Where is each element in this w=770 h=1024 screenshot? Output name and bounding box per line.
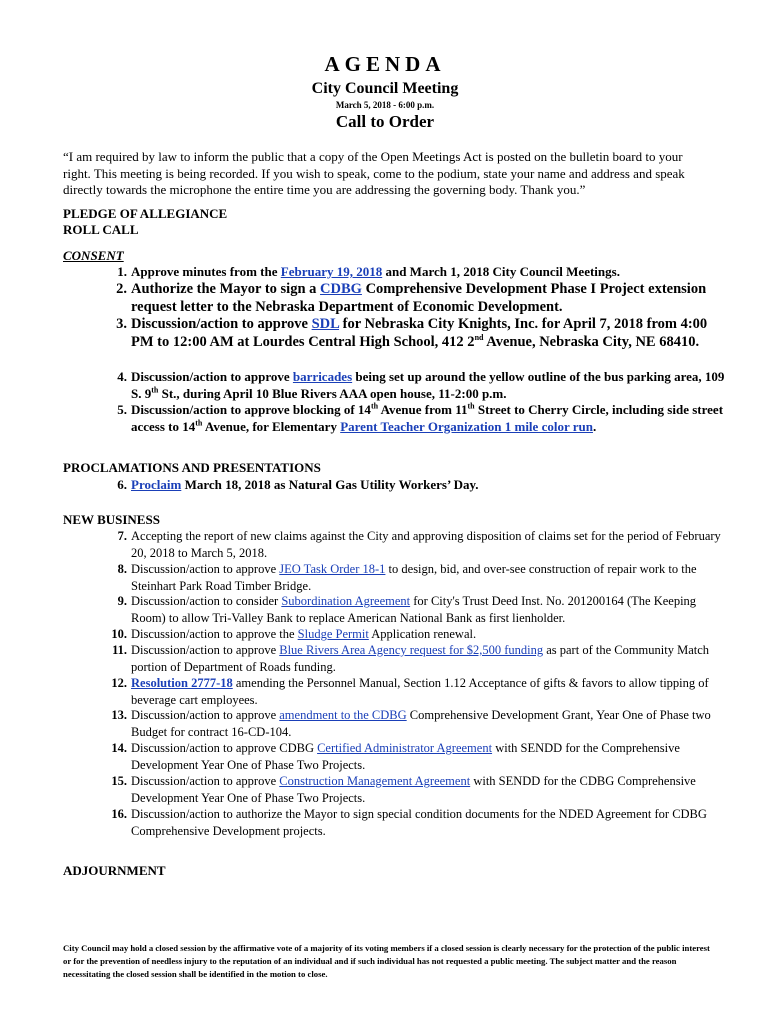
item-text: Discussion/action to approve the bbox=[131, 627, 298, 641]
cdbg-amendment-link[interactable]: amendment to the CDBG bbox=[279, 708, 407, 722]
blue-rivers-funding-link[interactable]: Blue Rivers Area Agency request for $2,500 funding bbox=[279, 643, 544, 657]
cdbg-link[interactable]: CDBG bbox=[320, 281, 362, 297]
agenda-item-10 bbox=[105, 626, 725, 643]
item-number: 10. bbox=[111, 627, 127, 641]
ordinal-suffix: th bbox=[467, 401, 475, 411]
agenda-item-11 bbox=[105, 642, 725, 675]
item-number: 16. bbox=[111, 807, 127, 821]
ordinal-suffix: th bbox=[195, 418, 203, 428]
item-text: to design, bid, and over-see construction of repair work to the Steinhart Park Road Timber Bridge. bbox=[131, 562, 697, 593]
subordination-agreement-link[interactable]: Subordination Agreement bbox=[281, 594, 411, 608]
item-text: Discussion/action to approve bbox=[131, 708, 280, 722]
item-text: Discussion/action to approve CDBG bbox=[131, 741, 318, 755]
certified-administrator-link[interactable]: Certified Administrator Agreement bbox=[317, 741, 493, 755]
sdl-link[interactable]: SDL bbox=[311, 316, 340, 332]
item-text: . bbox=[592, 418, 597, 434]
meeting-name: City Council Meeting bbox=[311, 80, 459, 97]
pledge-heading: PLEDGE OF ALLEGIANCE bbox=[63, 206, 228, 221]
item-number: 3. bbox=[116, 316, 127, 332]
item-text: Discussion/action to approve bbox=[131, 369, 293, 384]
consent-heading: CONSENT bbox=[63, 248, 124, 263]
item-number: 2. bbox=[116, 281, 127, 297]
agenda-item-4 bbox=[105, 369, 725, 402]
item-text: for City's Trust Deed Inst. No. 201200164 (The Keeping Room) to allow Tri-Valley Bank to replace American National Bank as first lienholder. bbox=[131, 594, 697, 625]
item-text: Comprehensive Development Grant, Year One of Phase two Budget for contract 16-CD-104. bbox=[131, 708, 711, 739]
agenda-item-9 bbox=[105, 593, 725, 626]
sludge-permit-link[interactable]: Sludge Permit bbox=[297, 627, 369, 641]
item-text: March 18, 2018 as Natural Gas Utility Workers’ Day. bbox=[181, 477, 479, 492]
item-text: Discussion/action to approve bbox=[131, 316, 312, 332]
ordinal-suffix: nd bbox=[474, 332, 484, 342]
agenda-item-5 bbox=[105, 402, 725, 435]
item-number: 9. bbox=[117, 594, 127, 608]
agenda-item-6 bbox=[105, 477, 725, 494]
item-text: for Nebraska City Knights, Inc. for April 7, 2018 from 4:00 PM to 12:00 AM at Lourdes Central High School, 412 2 bbox=[131, 316, 708, 350]
roll-call-heading: ROLL CALL bbox=[63, 222, 139, 237]
item-number: 4. bbox=[117, 369, 127, 384]
item-text: Authorize the Mayor to sign a bbox=[131, 281, 321, 297]
item-text: Discussion/action to authorize the Mayor to sign special condition documents for the NDED Agreement for CDBG Comprehensive Development projects. bbox=[131, 807, 707, 838]
item-number: 11. bbox=[112, 643, 127, 657]
item-text: amending the Personnel Manual, Section 1.12 Acceptance of gifts & favors to allow tipping of beverage cart employees. bbox=[131, 676, 709, 707]
ordinal-suffix: th bbox=[370, 401, 379, 411]
item-text: Approve minutes from the bbox=[131, 264, 281, 279]
construction-management-link[interactable]: Construction Management Agreement bbox=[279, 774, 471, 788]
item-text: as part of the Community Match portion of Department of Roads funding. bbox=[131, 643, 710, 674]
agenda-item-14 bbox=[105, 740, 725, 773]
minutes-link[interactable]: February 19, 2018 bbox=[280, 264, 383, 279]
item-text: with SENDD for the CDBG Comprehensive Development Year One of Phase Two Projects. bbox=[131, 774, 696, 805]
item-text: Avenue, for Elementary bbox=[202, 418, 341, 434]
item-number: 12. bbox=[111, 676, 127, 690]
item-text: Discussion/action to approve bbox=[131, 562, 280, 576]
pto-color-run-link[interactable]: Parent Teacher Organization 1 mile color run bbox=[340, 418, 593, 434]
item-number: 8. bbox=[117, 562, 127, 576]
agenda-item-2 bbox=[105, 281, 725, 316]
item-text: being set up around the yellow outline of the bus parking area, 109 S. 9 bbox=[131, 369, 725, 401]
call-to-order-heading: Call to Order bbox=[335, 112, 435, 131]
jeo-task-order-link[interactable]: JEO Task Order 18-1 bbox=[279, 562, 386, 576]
item-text: Discussion/action to approve bbox=[131, 774, 280, 788]
closed-session-notice: City Council may hold a closed session by the affirmative vote of a majority of its voting members if a closed session is clearly necessary for the protection of the public interest or for the prevention of needless injury to the reputation of an individual and if such individual has not requested a public meeting. The subject matter and the reason necessitating the closed session shall be identified in the motion to close. bbox=[63, 943, 710, 979]
meeting-datetime: March 5, 2018 - 6:00 p.m. bbox=[335, 100, 435, 110]
agenda-title: AGENDA bbox=[324, 52, 446, 76]
item-text: Discussion/action to approve blocking of 14 bbox=[131, 402, 371, 417]
new-business-heading: NEW BUSINESS bbox=[63, 512, 160, 527]
item-text: Accepting the report of new claims against the City and approving disposition of claims set for the period of February 20, 2018 to March 5, 2018. bbox=[131, 529, 721, 560]
item-number: 1. bbox=[117, 264, 127, 279]
item-text: Avenue from 11 bbox=[378, 402, 468, 417]
item-text: Discussion/action to approve bbox=[131, 643, 280, 657]
item-text: with SENDD for the Comprehensive Development Year One of Phase Two Projects. bbox=[131, 741, 680, 772]
barricades-link[interactable]: barricades bbox=[292, 369, 353, 384]
item-text: Application renewal. bbox=[368, 627, 477, 641]
item-text: Comprehensive Development Phase I Project extension request letter to the Nebraska Department of Economic Development. bbox=[131, 281, 707, 315]
agenda-item-12 bbox=[105, 675, 725, 708]
item-text: Avenue, Nebraska City, NE 68410. bbox=[483, 333, 700, 350]
item-number: 15. bbox=[111, 774, 127, 788]
item-text: St., during April 10 Blue Rivers AAA open house, 11-2:00 p.m. bbox=[158, 385, 507, 401]
item-text: Discussion/action to consider bbox=[131, 594, 282, 608]
item-text: Street to Cherry Circle, including side street access to 14 bbox=[131, 402, 724, 434]
proclaim-link[interactable]: Proclaim bbox=[131, 477, 182, 492]
ordinal-suffix: th bbox=[151, 385, 159, 395]
resolution-link[interactable]: Resolution 2777-18 bbox=[131, 676, 233, 690]
item-number: 6. bbox=[117, 477, 127, 492]
item-number: 5. bbox=[117, 402, 127, 417]
open-meetings-notice: “I am required by law to inform the public that a copy of the Open Meetings Act is posted on the bulletin board to your right. This meeting is being recorded. If you wish to speak, come to the podium, state your name and address and speak directly towards the microphone the entire time you are addressing the governing body. Thank you.” bbox=[63, 149, 685, 197]
item-number: 7. bbox=[117, 529, 127, 543]
proclamations-heading: PROCLAMATIONS AND PRESENTATIONS bbox=[63, 460, 321, 475]
agenda-item-1 bbox=[105, 264, 725, 281]
adjournment-heading: ADJOURNMENT bbox=[63, 863, 166, 878]
item-number: 14. bbox=[111, 741, 127, 755]
agenda-item-13 bbox=[105, 707, 725, 740]
agenda-item-16 bbox=[105, 806, 725, 839]
item-number: 13. bbox=[111, 708, 127, 722]
agenda-item-15 bbox=[105, 773, 725, 806]
item-text: and March 1, 2018 City Council Meetings. bbox=[382, 264, 620, 279]
agenda-item-7 bbox=[105, 528, 725, 561]
agenda-item-8 bbox=[105, 561, 725, 594]
agenda-item-3 bbox=[105, 316, 725, 351]
